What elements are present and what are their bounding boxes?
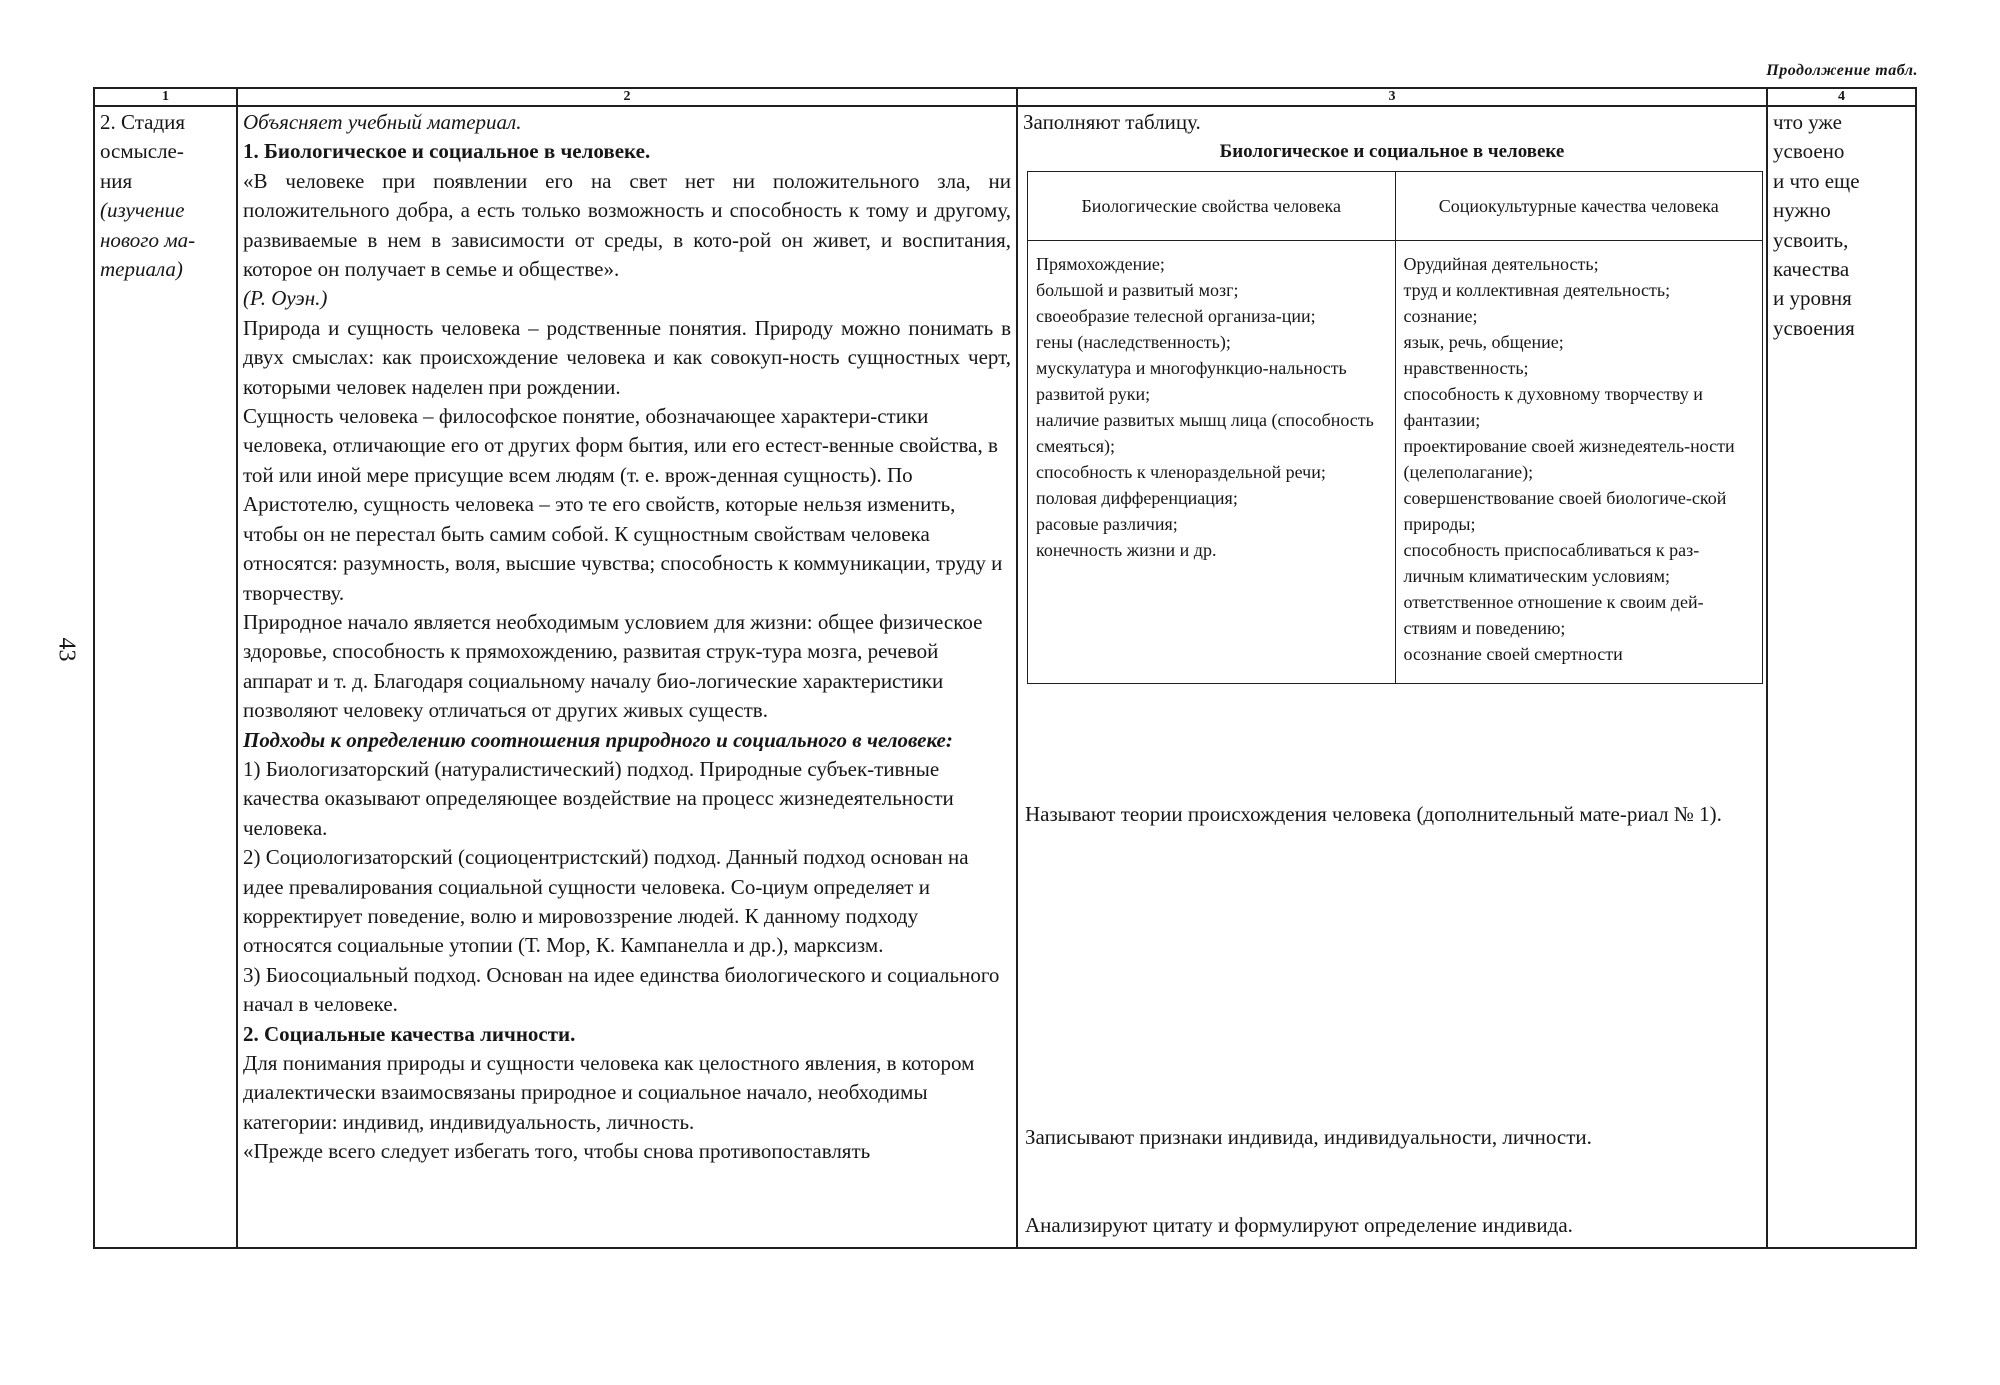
- continuation-label: Продолжение табл.: [1766, 62, 1918, 79]
- sociocultural-qualities-cell: [1395, 240, 1763, 683]
- approaches-heading: Подходы к определению соотношения природного и социального в человеке:: [243, 727, 953, 752]
- reflection-line: усвоения: [1773, 315, 1855, 340]
- list-item: конечность жизни и др.: [1036, 539, 1217, 560]
- owen-quote: «В человеке при появлении его на свет нет ни положительного зла, ни положительного добра, а есть только возможность и способность к тому и другому, развиваемые в нем в зависимости от среды, в кото-рой он живет, и воспитания, которое он получает в семье и обществе».: [243, 168, 1011, 282]
- analyze-quote-task: Анализируют цитату и формулируют определение индивида.: [1025, 1213, 1573, 1237]
- list-item: способность к духовному творчеству и фантазии;: [1403, 383, 1703, 430]
- list-item: гены (наследственность);: [1036, 331, 1231, 352]
- list-item: способность приспосабливаться к раз-личным климатическим условиям;: [1403, 539, 1700, 586]
- list-item: Прямохождение;: [1036, 253, 1165, 274]
- inner-table-title: Биологическое и социальное в человеке: [1219, 141, 1565, 163]
- section-heading-1: 1. Биологическое и социальное в человеке.: [243, 139, 651, 164]
- list-item: расовые различия;: [1036, 513, 1178, 534]
- lesson-plan-table: [93, 87, 1917, 1249]
- reflection-line: качества: [1773, 257, 1850, 282]
- stage-note: териала): [100, 257, 183, 282]
- theories-task: Называют теории происхождения человека (дополнительный мате-риал № 1).: [1025, 802, 1722, 826]
- list-item: наличие развитых мышц лица (способность смеяться);: [1036, 409, 1374, 456]
- list-item: Орудийная деятельность;: [1403, 253, 1599, 274]
- write-signs-task: Записывают признаки индивида, индивидуальности, личности.: [1025, 1125, 1592, 1149]
- reflection-line: усвоено: [1773, 139, 1845, 164]
- reflection-line: и что еще: [1773, 168, 1860, 193]
- fill-table-instruction: Заполняют таблицу.: [1023, 110, 1201, 134]
- nature-paragraph: Природа и сущность человека – родственные понятия. Природу можно понимать в двух смыслах: как происхождение человека и как совокуп-ность сущностных черт, которыми человек наделен при рождении.: [243, 315, 1011, 399]
- list-item: осознание своей смертности: [1403, 643, 1623, 664]
- reflection-line: и уровня: [1773, 286, 1852, 311]
- stage-line: осмысле-: [100, 139, 184, 164]
- categories-paragraph: Для понимания природы и сущности человека как целостного явления, в котором диалектически взаимосвязаны природное и социальное начало, необходимы категории: индивид, индивидуальность, личность.: [243, 1051, 975, 1134]
- essence-paragraph: Сущность человека – философское понятие, обозначающее характери-стики человека, отличающие его от других форм бытия, или его естест-венные свойства, в той или иной мере присущие всем людям (т. е. врож-денная сущность). По Аристотелю, сущность человека – это те его свойств, которые нельзя изменить, чтобы он не перестал быть самим собой. К сущностным свойствам человека относятся: разумность, воля, высшие чувства; способность к коммуникации, труду и творчеству.: [243, 404, 1003, 605]
- list-item: труд и коллективная деятельность;: [1403, 279, 1671, 300]
- reflection-line: что уже: [1773, 110, 1842, 134]
- list-item: сознание;: [1403, 305, 1478, 326]
- student-activity-cell: [1017, 106, 1767, 1248]
- stage-line: 2. Стадия: [100, 110, 186, 134]
- stage-note: нового ма-: [100, 227, 196, 252]
- approach-biosocial: 3) Биосоциальный подход. Основан на идее единства биологического и социального начал в человеке.: [243, 962, 1000, 1017]
- list-item: способность к членораздельной речи;: [1036, 461, 1326, 482]
- column-number-row: [94, 88, 1916, 106]
- header-sociocultural: Социокультурные качества человека: [1395, 171, 1763, 240]
- approach-biological: 1) Биологизаторский (натуралистический) подход. Природные субъек-тивные качества оказывают определяющее воздействие на процесс жизнедеятельности человека.: [243, 756, 954, 840]
- list-item: нравственность;: [1403, 357, 1529, 378]
- list-item: ответственное отношение к своим дей-ствиям и поведению;: [1403, 591, 1704, 638]
- column-number-4: 4: [1767, 88, 1916, 106]
- column-number-3: 3: [1017, 88, 1767, 106]
- list-item: совершенствование своей биологиче-ской природы;: [1403, 487, 1727, 534]
- reflection-line: нужно: [1773, 198, 1831, 223]
- teacher-activity-cell: [237, 106, 1017, 1248]
- bio-social-table: [1027, 171, 1763, 684]
- reflection-cell: [1767, 106, 1916, 1248]
- natural-principle-paragraph: Природное начало является необходимым условием для жизни: общее физическое здоровье, способность к прямохождению, развитая струк-тура мозга, речевой аппарат и т. д. Благодаря социальному началу био-логические характеристики позволяют человеку отличаться от других живых существ.: [243, 609, 983, 723]
- section-heading-2: 2. Социальные качества личности.: [243, 1021, 576, 1046]
- owen-quote-author: (Р. Оуэн.): [243, 286, 328, 311]
- column-number-2: 2: [237, 88, 1017, 106]
- content-row: [94, 106, 1916, 1248]
- list-item: половая дифференциация;: [1036, 487, 1238, 508]
- stage-cell: [94, 106, 237, 1248]
- column-number-1: 1: [94, 88, 237, 106]
- inner-table-body-row: [1028, 240, 1763, 683]
- quote-start: «Прежде всего следует избегать того, чтобы снова противопоставлять: [243, 1139, 871, 1164]
- header-biological: Биологические свойства человека: [1028, 171, 1396, 240]
- list-item: проектирование своей жизнедеятель-ности (целеполагание);: [1403, 435, 1735, 482]
- list-item: мускулатура и многофункцио-нальность развитой руки;: [1036, 357, 1347, 404]
- teacher-intro: Объясняет учебный материал.: [243, 110, 522, 134]
- page-number: 43: [53, 637, 80, 662]
- list-item: своеобразие телесной организа-ции;: [1036, 305, 1316, 326]
- approach-sociological: 2) Социологизаторский (социоцентристский) подход. Данный подход основан на идее превалирования социальной сущности человека. Со-циум определяет и корректирует поведение, волю и мировоззрение людей. К данному подходу относятся социальные утопии (Т. Мор, К. Кампанелла и др.), марксизм.: [243, 845, 969, 958]
- list-item: большой и развитый мозг;: [1036, 279, 1239, 300]
- biological-properties-cell: [1028, 240, 1396, 683]
- inner-table-header-row: [1028, 171, 1763, 240]
- stage-line: ния: [100, 168, 133, 193]
- stage-note: (изучение: [100, 198, 185, 223]
- reflection-line: усвоить,: [1773, 227, 1849, 252]
- list-item: язык, речь, общение;: [1403, 331, 1564, 352]
